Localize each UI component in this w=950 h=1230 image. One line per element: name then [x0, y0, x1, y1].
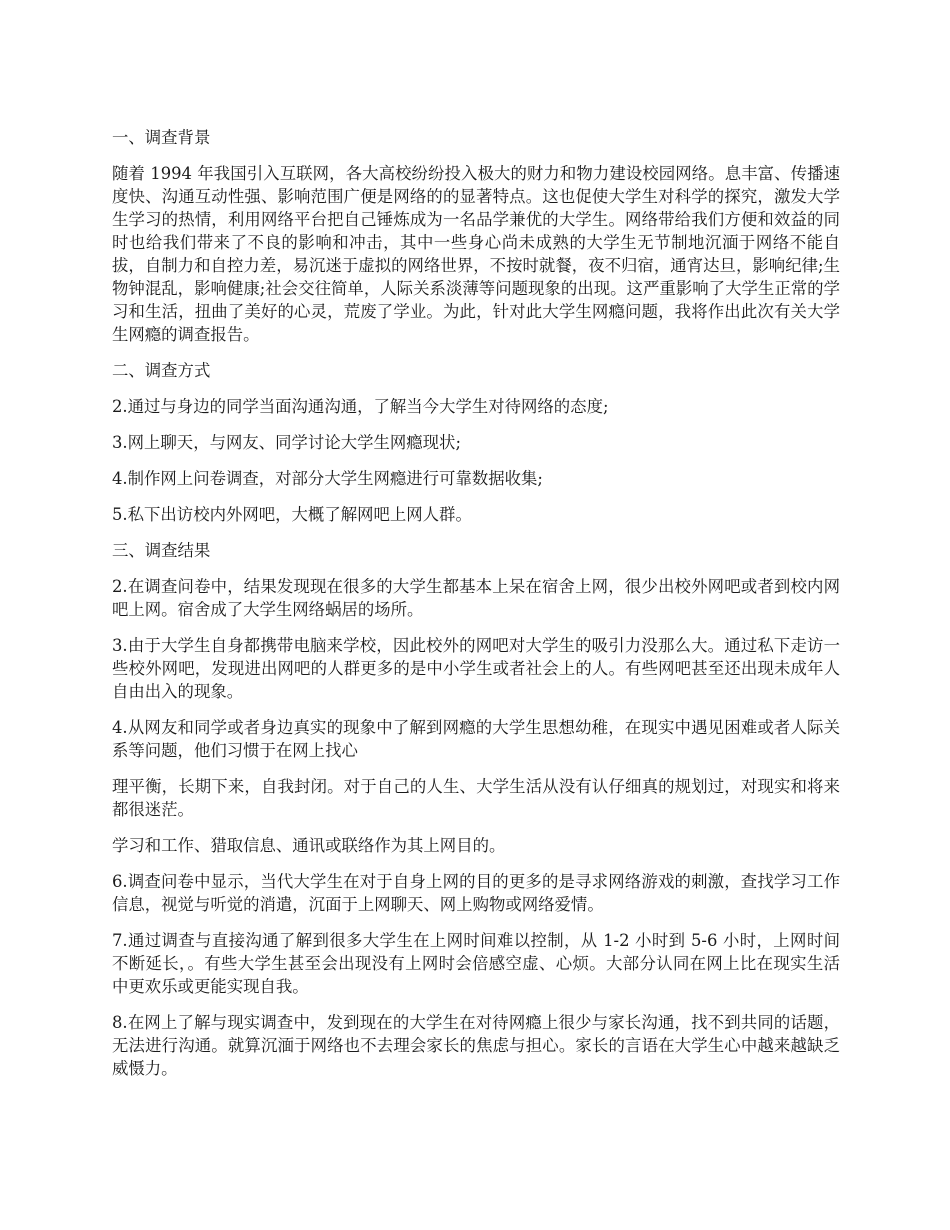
result-item-4-continued: 理平衡，长期下来，自我封闭。对于自己的人生、大学生活从没有认仔细真的规划过，对现实和将来都很迷茫。 [112, 777, 840, 819]
method-item-4: 4.制作网上问卷调查，对部分大学生网瘾进行可靠数据收集; [112, 469, 543, 488]
method-item-2: 2.通过与身边的同学当面沟通沟通，了解当今大学生对待网络的态度; [112, 397, 609, 416]
section-heading-results: 三、调查结果 [112, 541, 211, 560]
section-heading-background: 一、调查背景 [112, 128, 211, 147]
result-item-6: 6.调查问卷中显示，当代大学生在对于自身上网的目的更多的是寻求网络游戏的刺激，查找学习工作信息，视觉与听觉的消遣，沉面于上网聊天、网上购物或网络爱情。 [112, 872, 840, 914]
section-heading-method: 二、调查方式 [112, 361, 211, 380]
result-item-7: 7.通过调查与直接沟通了解到很多大学生在上网时间难以控制，从 1-2 小时到 5-6 小时，上网时间不断延长，。有些大学生甚至会出现没有上网时会倍感空虚、心烦。大部分认同在网上比在现实生活中更欢乐或更能实现自我。 [112, 931, 840, 996]
paragraph-background: 随着 1994 年我国引入互联网，各大高校纷纷投入极大的财力和物力建设校园网络。息丰富、传播速度快、沟通互动性强、影响范围广便是网络的的显著特点。这也促使大学生对科学的探究，激发大学生学习的热情，利用网络平台把自己锤炼成为一名品学兼优的大学生。网络带给我们方便和效益的同时也给我们带来了不良的影响和冲击，其中一些身心尚未成熟的大学生无节制地沉湎于网络不能自拔，自制力和自控力差，易沉迷于虚拟的网络世界，不按时就餐，夜不归宿，通宵达旦，影响纪律;生物钟混乱，影响健康;社会交往简单，人际关系淡薄等问题现象的出现。这严重影响了大学生正常的学习和生活，扭曲了美好的心灵，荒废了学业。为此，针对此大学生网瘾问题，我将作出此次有关大学生网瘾的调查报告。 [112, 164, 840, 344]
method-item-5: 5.私下出访校内外网吧，大概了解网吧上网人群。 [112, 505, 472, 524]
result-item-4: 4.从网友和同学或者身边真实的现象中了解到网瘾的大学生思想幼稚，在现实中遇见困难或者人际关系等问题，他们习惯于在网上找心 [112, 718, 840, 760]
result-item-8: 8.在网上了解与现实调查中，发到现在的大学生在对待网瘾上很少与家长沟通，找不到共同的话题，无法进行沟通。就算沉湎于网络也不去理会家长的焦虑与担心。家长的言语在大学生心中越来越缺乏威慑力。 [112, 1013, 840, 1078]
method-item-3: 3.网上聊天，与网友、同学讨论大学生网瘾现状; [112, 433, 461, 452]
result-fragment: 学习和工作、猎取信息、通讯或联络作为其上网目的。 [112, 836, 506, 855]
document-page [112, 126, 840, 1093]
result-item-3: 3.由于大学生自身都携带电脑来学校，因此校外的网吧对大学生的吸引力没那么大。通过私下走访一些校外网吧，发现进出网吧的人群更多的是中小学生或者社会上的人。有些网吧甚至还出现未成年人自由出入的现象。 [112, 636, 840, 701]
result-item-2: 2.在调查问卷中，结果发现现在很多的大学生都基本上呆在宿舍上网，很少出校外网吧或者到校内网吧上网。宿舍成了大学生网络蜗居的场所。 [112, 577, 840, 619]
